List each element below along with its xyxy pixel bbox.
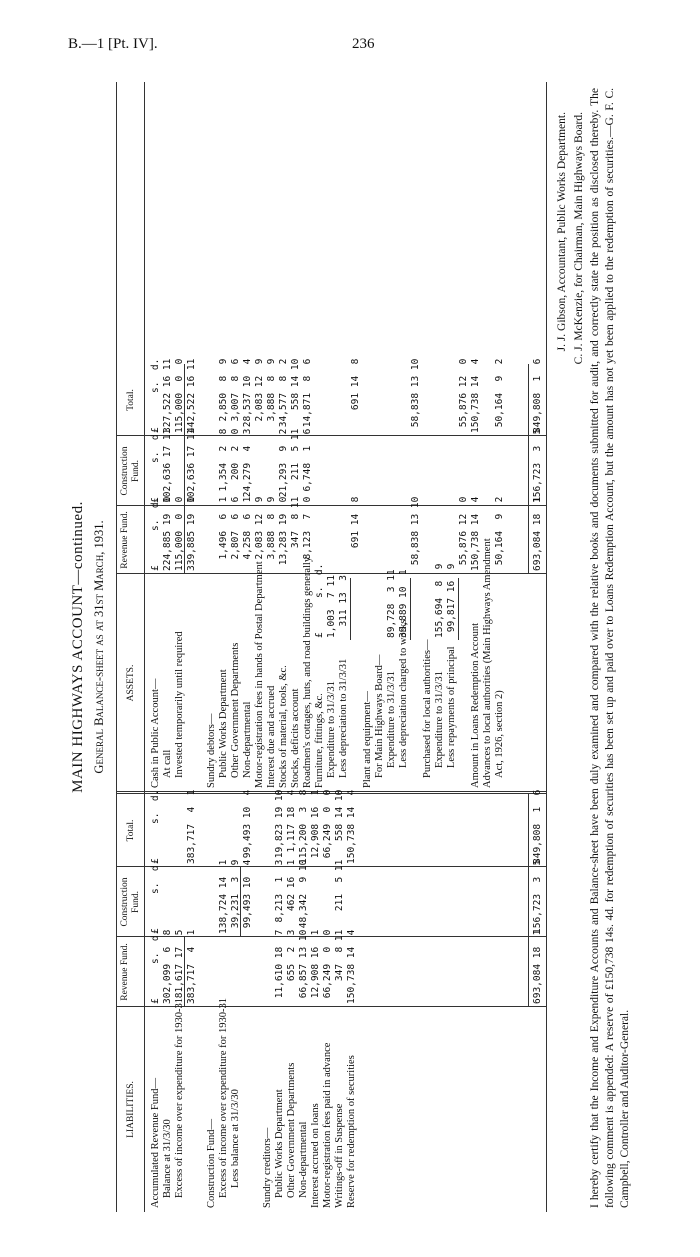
asset-total-value: 14,871 8 6: [302, 358, 313, 433]
asset-total-value: 327,522 16 11: [162, 358, 173, 433]
liability-revenue-value: £ s. d.: [150, 929, 161, 1004]
liability-revenue-value: 150,738 14 4: [346, 929, 357, 1004]
liability-revenue-value: 66,249 0 0: [322, 929, 333, 1004]
subvalue-rule: [350, 578, 351, 640]
liability-revenue-value: 302,099 6 8: [162, 929, 173, 1004]
liability-label: Excess of income over expenditure for 1930-31: [174, 997, 185, 1198]
liability-label: Motor-registration fees paid in advance: [322, 1042, 333, 1208]
asset-label: Non-departmental: [242, 701, 253, 778]
asset-total-value: 558 14 10: [290, 358, 301, 433]
asset-total-header: Total.: [126, 389, 136, 411]
asset-label: Stocks of material, tools, &c.: [278, 665, 289, 788]
subtotal-rule: [240, 867, 241, 937]
liab-revenue-total: 693,084 18 1: [532, 929, 543, 1004]
liability-construction-value: 39,231 3 9: [230, 859, 241, 934]
page-title: MAIN HIGHWAYS ACCOUNT—continued.: [70, 501, 86, 793]
liability-revenue-value: 383,717 4 1: [186, 929, 197, 1004]
liability-total-value: 115,200 3 8: [298, 789, 309, 864]
asset-total-value: 691 14 8: [350, 358, 361, 433]
asset-revenue-header: Revenue Fund.: [120, 511, 130, 569]
asset-label: At call: [162, 749, 173, 778]
asset-total-value: 34,577 8 2: [278, 358, 289, 433]
rotated-balance-sheet: [58, 82, 631, 1212]
liabilities-header: LIABILITIES.: [126, 1081, 136, 1138]
asset-label: Less depreciation to 31/3/31: [338, 658, 349, 778]
asset-revenue-value: 2,083 12 9: [254, 496, 265, 571]
liab-grand-total: 849,808 1 6: [532, 789, 543, 864]
asset-label: For Main Highways Board—: [374, 654, 385, 778]
asset-total-value: 2,850 8 9: [218, 358, 229, 433]
asset-construction-value: 102,636 17 11: [162, 428, 173, 503]
asset-construction-value: 24,279 4 3: [242, 428, 253, 503]
liability-revenue-value: 11,610 18 7: [274, 929, 285, 1004]
page-number: 236: [352, 36, 375, 52]
asset-subvalue: 99,817 16 9: [446, 563, 457, 638]
liability-construction-value: 8,213 1 3: [274, 859, 285, 934]
asset-label: Expenditure to 31/3/31: [326, 681, 337, 778]
liability-label: Less balance at 31/3/30: [230, 1089, 241, 1188]
asset-subvalue: 311 13 3: [338, 575, 349, 638]
liability-label: Accumulated Revenue Fund—: [150, 1077, 161, 1208]
asset-label: Furniture, fittings, &c.: [314, 693, 325, 788]
asset-revenue-value: 58,838 13 10: [410, 496, 421, 571]
asset-revenue-value: 224,885 19 0: [162, 496, 173, 571]
asset-construction-value: 200 2 0: [230, 428, 241, 503]
asset-label: Invested temporarily until required: [174, 631, 185, 778]
asset-label: Other Government Departments: [230, 642, 241, 778]
liability-construction-value: £ s. d.: [150, 859, 161, 934]
liability-construction-value: 99,493 10 4: [242, 859, 253, 934]
subtotal-rule: [184, 937, 185, 1007]
asset-revenue-value: 115,000 0 0: [174, 496, 185, 571]
asset-construction-value: 21,293 9 2: [278, 428, 289, 503]
liability-label: Public Works Department: [274, 1089, 285, 1198]
asset-revenue-value: 339,885 19 0: [186, 496, 197, 571]
liability-revenue-value: 66,857 13 10: [298, 929, 309, 1004]
liability-label: Construction Fund—: [206, 1119, 217, 1208]
liability-total-value: 1,117 18 4: [286, 789, 297, 864]
asset-revenue-value: 13,283 19 0: [278, 496, 289, 571]
liability-label: Sundry creditors—: [262, 1127, 273, 1208]
liab-total-header: Total.: [126, 819, 136, 842]
liability-revenue-value: 347 8 11: [334, 929, 345, 1004]
asset-revenue-value: 4,258 6 1: [242, 496, 253, 571]
asset-label: Motor-registration fees in hands of Postal Department: [254, 561, 265, 788]
asset-subvalue: 39,889 10 1: [398, 569, 409, 638]
asset-total-value: 28,537 10 4: [242, 358, 253, 433]
asset-label: Public Works Department: [218, 669, 229, 778]
liability-total-value: 383,717 4 1: [186, 789, 197, 864]
liability-construction-value: 211 5 11: [334, 859, 345, 934]
col-rule: [116, 866, 546, 867]
asset-total-value: 150,738 14 4: [470, 358, 481, 433]
liab-revenue-header: Revenue Fund.: [120, 943, 130, 1001]
liability-label: Balance at 31/3/30: [162, 1119, 173, 1198]
asset-subvalue: 1,003 7 11: [326, 575, 337, 638]
asset-label: Sundry debtors—: [206, 713, 217, 788]
asset-total-value: 55,876 12 0: [458, 358, 469, 433]
asset-subvalue: 89,728 3 11: [386, 569, 397, 638]
subvalue-rule: [458, 578, 459, 640]
asset-construction-value: 102,636 17 11: [186, 428, 197, 503]
asset-total-value: 3,007 8 6: [230, 358, 241, 433]
asset-grand-total: 849,808 1 6: [532, 358, 543, 433]
signature-accountant: J. J. Gibson, Accountant, Public Works Department.: [556, 112, 568, 352]
asset-label: Roadmen's cottages, huts, and road buildings generally: [302, 556, 313, 788]
liability-revenue-value: 81,617 17 5: [174, 929, 185, 1004]
liability-total-value: 558 14 10: [334, 789, 345, 864]
asset-revenue-value: 1,496 6 1: [218, 496, 229, 571]
liability-label: Excess of income over expenditure for 1930-31: [218, 997, 229, 1198]
header-bottom-rule: [144, 82, 145, 1212]
col-rule: [116, 435, 546, 436]
liability-total-value: £ s. d.: [150, 789, 161, 864]
liability-label: Interest accrued on loans: [310, 1103, 321, 1208]
asset-revenue-value: 2,807 6 6: [230, 496, 241, 571]
liability-construction-value: 48,342 9 10: [298, 859, 309, 934]
page-subtitle: General Balance-sheet as at 31st March, 1931.: [92, 520, 106, 774]
liability-label: Reserve for redemption of securities: [346, 1055, 357, 1208]
asset-label: Cash in Public Account—: [150, 678, 161, 788]
asset-subvalue: 155,694 8 9: [434, 563, 445, 638]
liab-construction-total: 156,723 3 5: [532, 859, 543, 934]
asset-revenue-value: £ s. d.: [150, 496, 161, 571]
asset-revenue-value: 691 14 8: [350, 496, 361, 571]
liability-construction-value: 138,724 14 1: [218, 859, 229, 934]
asset-revenue-value: 3,888 8 9: [266, 496, 277, 571]
asset-total-rule: [528, 364, 529, 574]
asset-construction-value: £ s. d.: [150, 428, 161, 503]
asset-construction-value: 6,748 1 6: [302, 428, 313, 503]
asset-label: Expenditure to 31/3/31: [386, 671, 397, 768]
asset-revenue-value: 8,123 7 0: [302, 496, 313, 571]
asset-revenue-value: 347 8 11: [290, 496, 301, 571]
liability-revenue-value: 655 2 3: [286, 929, 297, 1004]
asset-revenue-value: 55,876 12 0: [458, 496, 469, 571]
asset-construction-total: 156,723 3 5: [532, 428, 543, 503]
asset-construction-header: Construction Fund.: [120, 446, 141, 496]
asset-label: Less depreciation charged to works: [398, 619, 409, 768]
asset-revenue-total: 693,084 18 1: [532, 496, 543, 571]
table-top-rule: [116, 82, 117, 1212]
asset-label: Expenditure to 31/3/31: [434, 671, 445, 768]
subtotal-rule: [184, 364, 185, 574]
liability-label: Non-departmental: [298, 1121, 309, 1198]
asset-label: Interest due and accrued: [266, 685, 277, 788]
audit-certificate: I hereby certify that the Income and Expenditure Accounts and Balance-sheet have been duly examined and compared with the relative books and documents submitted for audit, and correctly state the position as disclosed thereby. The following comment is appended: A reserve of £150,738 14s. 4d. for redemption of securities has been set up and paid over to Loans Redemption Account, but the amount has not yet been applied to the redemption of securities.—G. F. C. Campbell, Controller and Auditor-General.: [589, 88, 631, 1208]
asset-total-value: 442,522 16 11: [186, 358, 197, 433]
asset-total-value: 2,083 12 9: [254, 358, 265, 433]
asset-construction-value: 1,354 2 8: [218, 428, 229, 503]
asset-total-value: 58,838 13 10: [410, 358, 421, 433]
liability-total-value: 150,738 14 4: [346, 789, 357, 864]
assets-header: ASSETS.: [126, 664, 136, 702]
asset-revenue-value: 50,164 9 2: [494, 496, 505, 571]
liability-total-value: 19,823 19 10: [274, 789, 285, 864]
liability-total-value: 12,908 16 1: [310, 789, 321, 864]
liability-construction-value: 462 16 1: [286, 859, 297, 934]
asset-total-value: 3,888 8 9: [266, 358, 277, 433]
liability-label: Writings-off in Suspense: [334, 1103, 345, 1208]
asset-total-value: £ s. d.: [150, 358, 161, 433]
asset-revenue-value: 150,738 14 4: [470, 496, 481, 571]
asset-total-value: 50,164 9 2: [494, 358, 505, 433]
asset-label: Less repayments of principal: [446, 646, 457, 768]
liability-label: Other Government Departments: [286, 1062, 297, 1198]
liab-total-rule: [528, 794, 529, 1007]
asset-subvalue: £ s. d.: [314, 563, 325, 638]
liability-total-value: 66,249 0 0: [322, 789, 333, 864]
asset-label: Amount in Loans Redemption Account: [470, 622, 481, 788]
asset-total-value: 115,000 0 0: [174, 358, 185, 433]
subvalue-rule: [410, 578, 411, 640]
asset-label: Advances to local authorities (Main Highways Amendment: [482, 538, 493, 788]
asset-construction-value: 211 5 11: [290, 428, 301, 503]
table-bottom-rule: [546, 82, 547, 1212]
liability-total-value: 99,493 10 4: [242, 789, 253, 864]
page-reference: B.—1 [Pt. IV].: [68, 36, 158, 52]
asset-label: Act, 1926, section 2): [494, 690, 505, 778]
asset-label: Stocks, deficits account: [290, 688, 301, 788]
asset-label: Purchased for local authorities—: [422, 639, 433, 778]
signature-chairman: C. J. McKenzie, for Chairman, Main Highways Board.: [573, 112, 585, 365]
liab-construction-header: Construction Fund.: [120, 877, 141, 927]
asset-label: Plant and equipment—: [362, 691, 373, 788]
liability-revenue-value: 12,908 16 1: [310, 929, 321, 1004]
